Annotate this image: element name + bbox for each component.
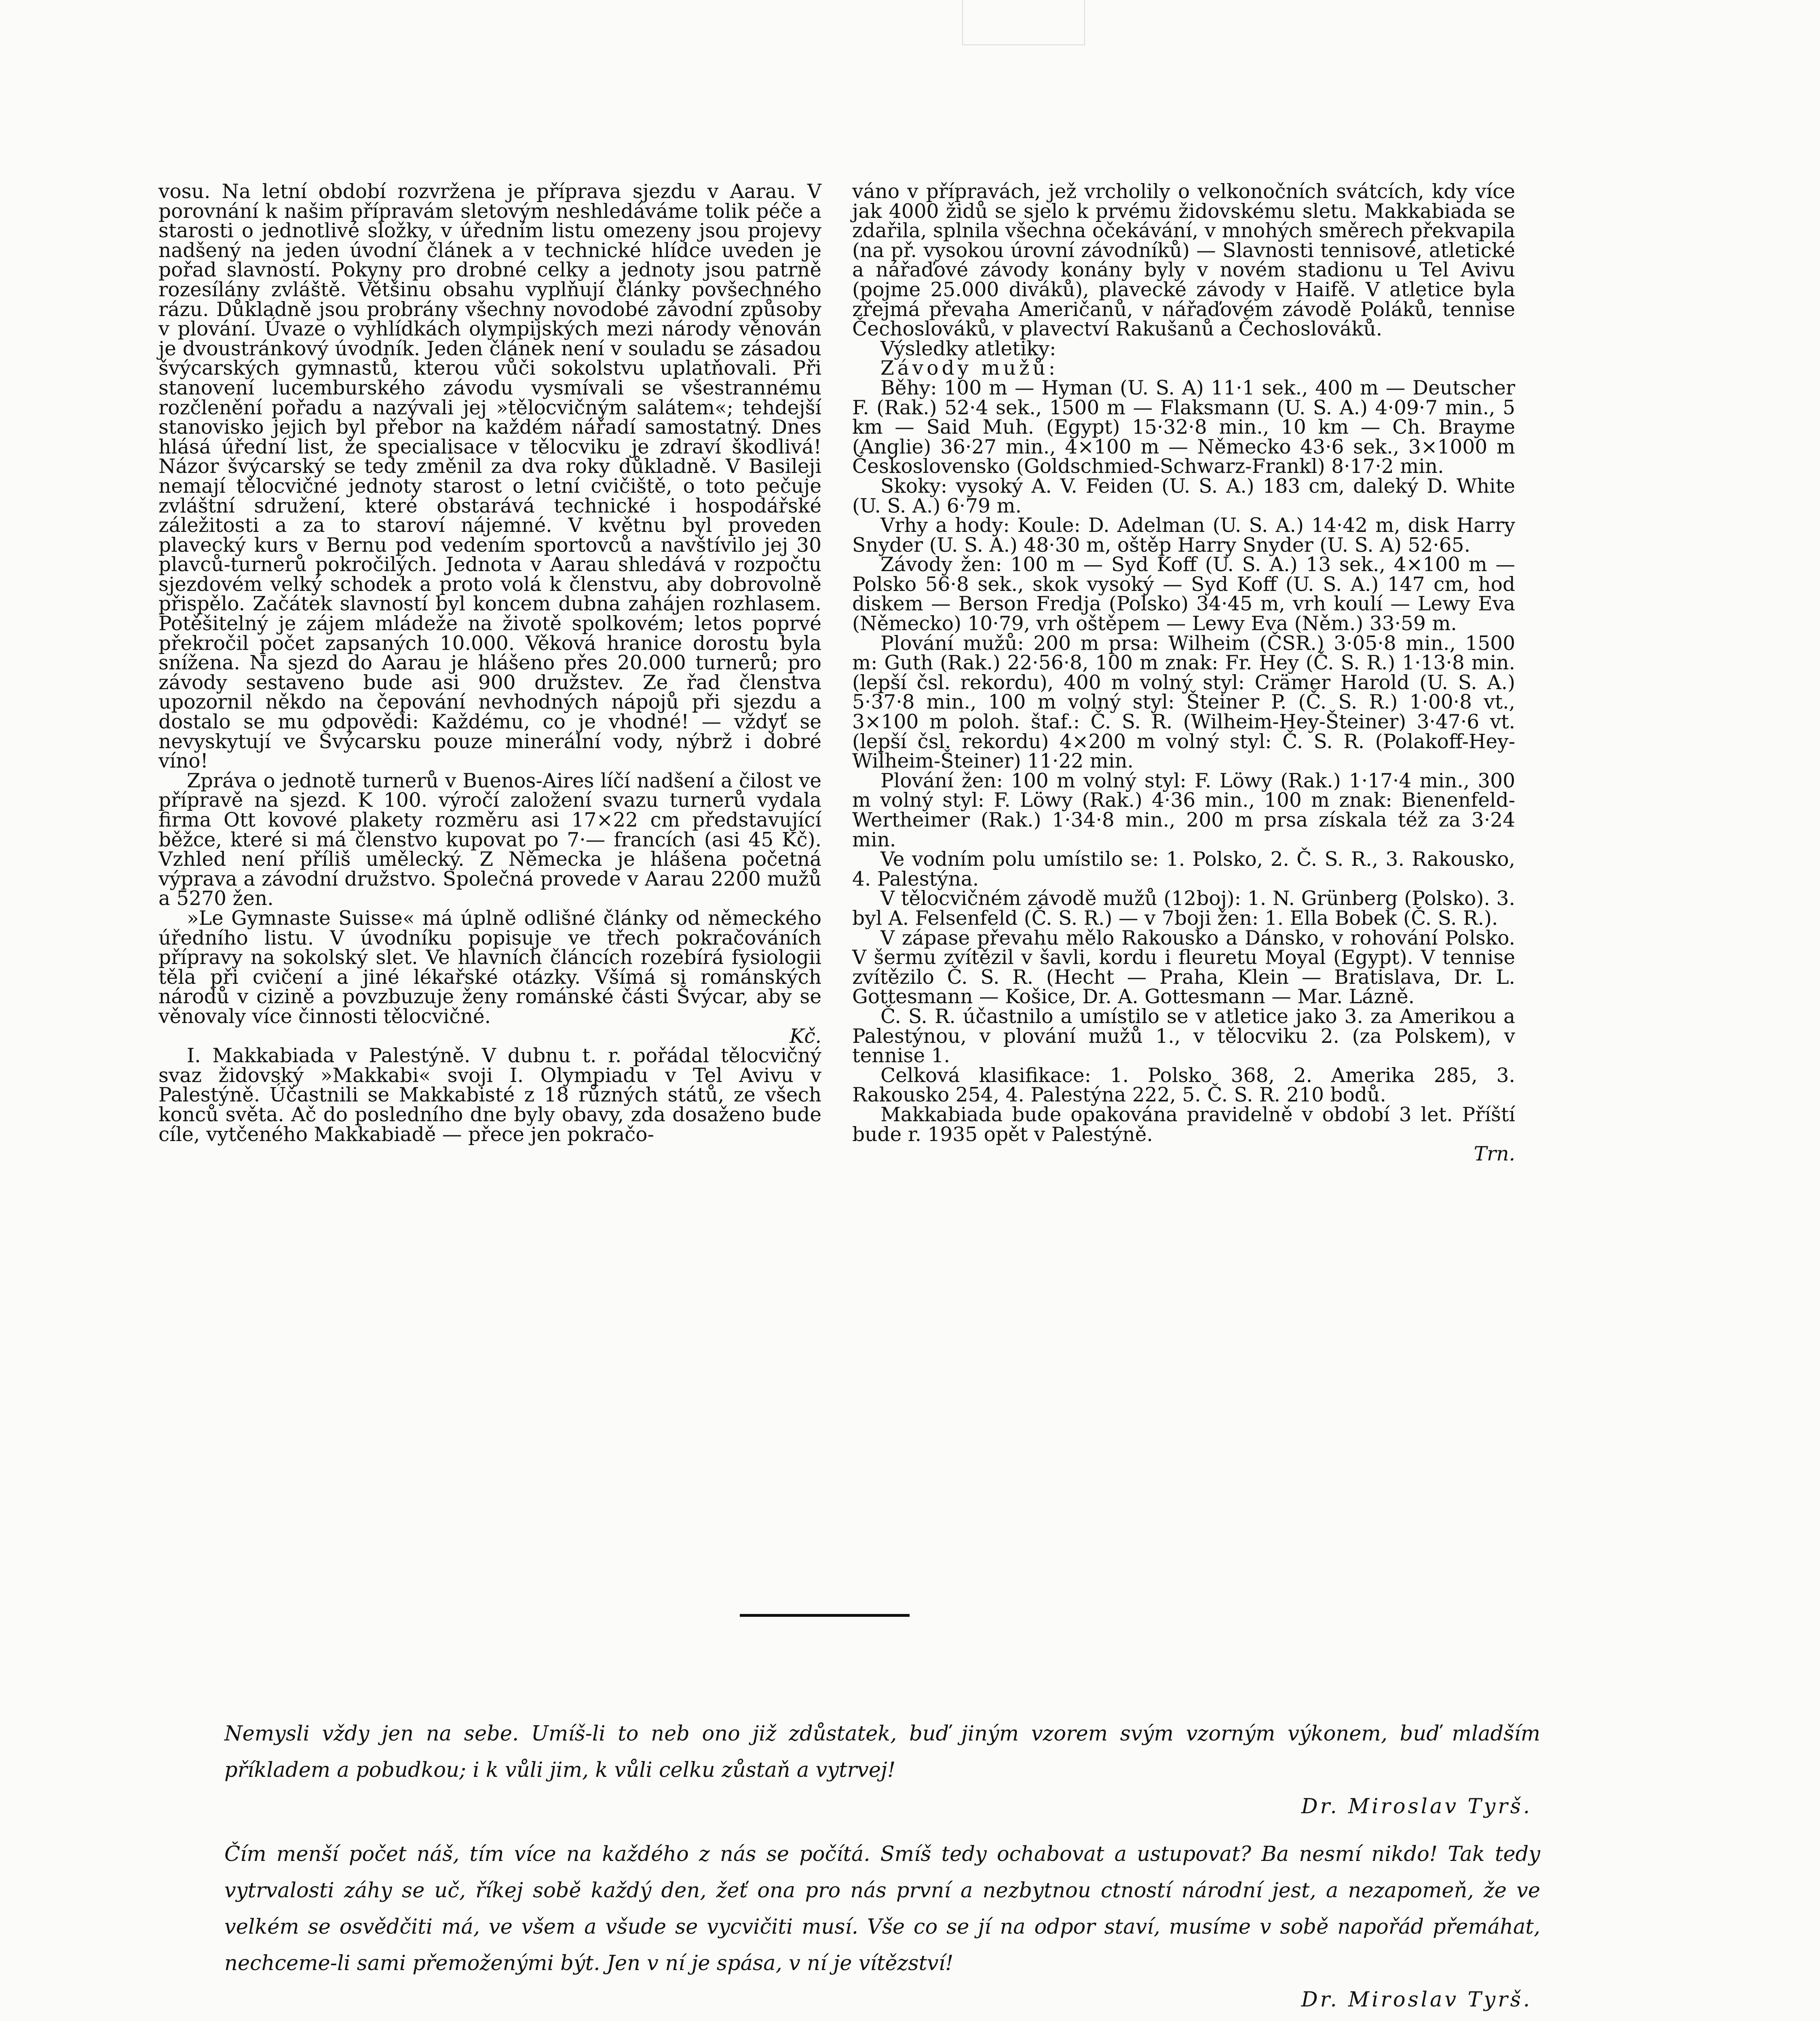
- results-paragraph: Skoky: vysoký A. V. Feiden (U. S. A.) 183 cm, daleký D. White (U. S. A.) 6·79 m.: [852, 475, 1515, 517]
- tyrs-quote-2: [224, 1836, 1540, 2018]
- results-paragraph: V tělocvičném závodě mužů (12boj): 1. N. Grünberg (Polsko). 3. byl A. Felsenfeld (Č. S. R.) — v 7boji žen: 1. Ella Bobek (Č. S. R.).: [852, 887, 1515, 930]
- quote-text: Čím menší počet náš, tím více na každého z nás se počítá. Smíš tedy ochabovat a ustupovat? Ba nesmí nikdo! Tak tedy vytrvalosti záhy se uč, říkej sobě každý den, žeť ona pro nás první a nezbytnou ctností národní jest, a nezapomeň, že ve velkém se osvědčiti má, ve všem a všude se vycvičiti musí. Vše co se jí na odpor staví, musíme v sobě napořád přemáhat, nechceme-li sami přemoženými být. Jen v ní je spása, v ní je vítězství!: [224, 1842, 1540, 1975]
- right-column: [852, 182, 1515, 1164]
- results-paragraph: Závody žen: 100 m — Syd Koff (U. S. A.) 13 sek., 4×100 m — Polsko 56·8 sek., skok vysoký — Syd Koff (U. S. A.) 147 cm, hod diskem — Berson Fredja (Polsko) 34·45 m, vrh koulí — Lewy Eva (Německo) 10·79, vrh oštěpem — Lewy Eva (Něm.) 33·59 m.: [852, 553, 1515, 635]
- article-paragraph: vosu. Na letní období rozvržena je příprava sjezdu v Aarau. V porovnání k našim přípravám sletovým neshledáváme tolik péče a starosti o jednotlivé složky, v úředním listu omezeny jsou projevy nadšený na jeden úvodní článek a v technické hlídce uveden je pořad slavností. Pokyny pro drobné celky a jednoty jsou patrně rozesílány zvláště. Většinu obsahu vyplňují články povšechného rázu. Důkladně jsou probrány všechny novodobé závodní způsoby v plování. Úvaze o vyhlídkách olympijských mezi národy věnován je dvoustránkový úvodník. Jeden článek není v souladu se zásadou švýcarských gymnastů, kterou vůči sokolstvu uplatňovali. Při stanovení lucemburského závodu vysmívali se všestrannému rozčlenění pořadu a nazývali jej »tělocvičným salátem«; tehdejší stanovisko jejich byl přebor na každém nářadí samostatný. Dnes hlásá úřední list, že specialisace v tělocviku je zdraví škodlivá! Názor švýcarský se tedy změnil za dva roky důkladně. V Basileji nemají tělocvičné jednoty starost o letní cvičiště, o toto pečuje zvláštní sdružení, které obstarává technické i hospodářské záležitosti a za to staroví nájemné. V květnu byl proveden plavecký kurs v Bernu pod vedením sportovců a navštívilo jej 30 plavců-turnerů pokročilých. Jednota v Aarau shledává v rozpočtu sjezdovém velký schodek a proto volá k členstvu, aby dobrovolně přispělo. Začátek slavností byl koncem dubna zahájen rozhlasem. Potěšitelný je zájem mládeže na životě spolkovém; letos poprvé překročil počet zapsaných 10.000. Věková hranice dorostu byla snížena. Na sjezd do Aarau je hlášeno přes 20.000 turnerů; pro závody sestaveno bude asi 900 družstev. Ze řad členstva upozornil někdo na čepování nevhodných nápojů při sjezdu a dostalo se mu odpovědi: Každému, co je vhodné! — vždyť se nevyskytují ve Švýcarsku pouze minerální vody, nýbrž i dobré víno!: [158, 180, 821, 773]
- results-paragraph: Plování mužů: 200 m prsa: Wilheim (ČSR.) 3·05·8 min., 1500 m: Guth (Rak.) 22·56·8, 100 m znak: Fr. Hey (Č. S. R.) 1·13·8 min. (lepší čsl. rekordu), 400 m volný styl: Crämer Harold (U. S. A.) 5·37·8 min., 100 m volný styl: Šteiner P. (Č. S. R.) 1·00·8 vt., 3×100 m poloh. štaf.: Č. S. R. (Wilheim-Hey-Šteiner) 3·47·6 vt. (lepší čsl. rekordu) 4×200 m volný styl: Č. S. R. (Polakoff-Hey-Wilheim-Šteiner) 11·22 min.: [852, 632, 1515, 773]
- results-paragraph: Vrhy a hody: Koule: D. Adelman (U. S. A.) 14·42 m, disk Harry Snyder (U. S. A.) 48·30 m, oštěp Harry Snyder (U. S. A) 52·65.: [852, 514, 1515, 557]
- results-heading: Výsledky atletiky:: [880, 337, 1056, 360]
- left-column: [158, 182, 821, 1144]
- results-paragraph: V zápase převahu mělo Rakousko a Dánsko, v rohování Polsko. V šermu zvítězil v šavli, kordu i fleuretu Moyal (Egypt). V tennise zvítězilo Č. S. R. (Hecht — Praha, Klein — Bratislava, Dr. L. Gottesmann — Košice, Dr. A. Gottesmann — Mar. Lázně.: [852, 926, 1515, 1008]
- author-signature: Trn.: [1474, 1143, 1515, 1166]
- quote-text: Nemysli vždy jen na sebe. Umíš-li to neb ono již zdůstatek, buď jiným vzorem svým vzorným výkonem, buď mladším příkladem a pobudkou; i k vůli jim, k vůli celku zůstaň a vytrvej!: [224, 1722, 1540, 1782]
- results-paragraph: Ve vodním polu umístilo se: 1. Polsko, 2. Č. S. R., 3. Rakousko, 4. Palestýna.: [852, 848, 1515, 890]
- page-edge-mark: [962, 0, 1085, 45]
- section-divider: [740, 1614, 910, 1617]
- results-paragraph: Celková klasifikace: 1. Polsko 368, 2. Amerika 285, 3. Rakousko 254, 4. Palestýna 222, 5. Č. S. R. 210 bodů.: [852, 1064, 1515, 1107]
- article-paragraph: »Le Gymnaste Suisse« má úplně odlišné články od německého úředního listu. V úvodníku popisuje ve třech pokračováních přípravy na sokolský slet. Ve hlavních článcích rozebírá fysiologii těla při cvičení a jiné lékařské otázky. Všímá si románských národů v cizině a povzbuzuje ženy románské části Švýcar, aby se věnovaly více činnosti tělocvičné.: [158, 907, 821, 1028]
- quote-author: Dr. Miroslav Tyrš.: [1301, 1988, 1532, 2012]
- author-signature: Kč.: [790, 1025, 821, 1048]
- quote-author: Dr. Miroslav Tyrš.: [1301, 1795, 1532, 1818]
- results-paragraph: Makkabiada bude opakována pravidelně v období 3 let. Příští bude r. 1935 opět v Palestýně.: [852, 1103, 1515, 1146]
- makkabiada-intro: I. Makkabiada v Palestýně. V dubnu t. r. pořádal tělocvičný svaz židovský »Makkabi« svoji I. Olympiadu v Tel Avivu v Palestýně. Účastnili se Makkabisté z 18 různých států, ze všech konců světa. Ač do posledního dne byly obavy, zda dosaženo bude cíle, vytčeného Makkabiadě — přece jen pokračo-: [158, 1044, 821, 1146]
- article-paragraph: Zpráva o jednotě turnerů v Buenos-Aires líčí nadšení a čilost ve přípravě na sjezd. K 100. výročí založení svazu turnerů vydala firma Ott kovové plakety rozměru asi 17×22 cm představující běžce, které si má členstvo kupovat po 7·— francích (asi 45 Kč). Vzhled není příliš umělecký. Z Německa je hlášena početná výprava a závodní družstvo. Společná provede v Aarau 2200 mužů a 5270 žen.: [158, 769, 821, 910]
- results-paragraph: Plování žen: 100 m volný styl: F. Löwy (Rak.) 1·17·4 min., 300 m volný styl: F. Löwy (Rak.) 4·36 min., 100 m znak: Bienenfeld-Wertheimer (Rak.) 1·34·8 min., 200 m prsa získala též za 3·24 min.: [852, 769, 1515, 851]
- results-subheading: Závody mužů:: [880, 357, 1059, 380]
- results-paragraph: Č. S. R. účastnilo a umístilo se v atletice jako 3. za Amerikou a Palestýnou, v plování mužů 1., v tělocviku 2. (za Polskem), v tennise 1.: [852, 1005, 1515, 1067]
- tyrs-quote-1: [224, 1716, 1540, 1825]
- results-paragraph: Běhy: 100 m — Hyman (U. S. A) 11·1 sek., 400 m — Deutscher F. (Rak.) 52·4 sek., 1500 m — Flaksmann (U. S. A.) 4·09·7 min., 5 km — Said Muh. (Egypt) 15·32·8 min., 10 km — Ch. Brayme (Anglie) 36·27 min., 4×100 m — Německo 43·6 sek., 3×1000 m Československo (Goldschmied-Schwarz-Frankl) 8·17·2 min.: [852, 376, 1515, 478]
- article-paragraph: váno v přípravách, jež vrcholily o velkonočních svátcích, kdy více jak 4000 židů se sjelo k prvému židovskému sletu. Makkabiada se zdařila, splnila všechna očekávání, v mnohých směrech překvapila (na př. vysokou úrovní závodníků) — Slavnosti tennisové, atletické a nářaďové závody konány byly v novém stadionu u Tel Avivu (pojme 25.000 diváků), plavecké závody v Haifě. V atletice byla zřejmá převaha Američanů, v nářaďovém závodě Poláků, tennise Čechoslováků, v plavectví Rakušanů a Čechoslováků.: [852, 180, 1515, 341]
